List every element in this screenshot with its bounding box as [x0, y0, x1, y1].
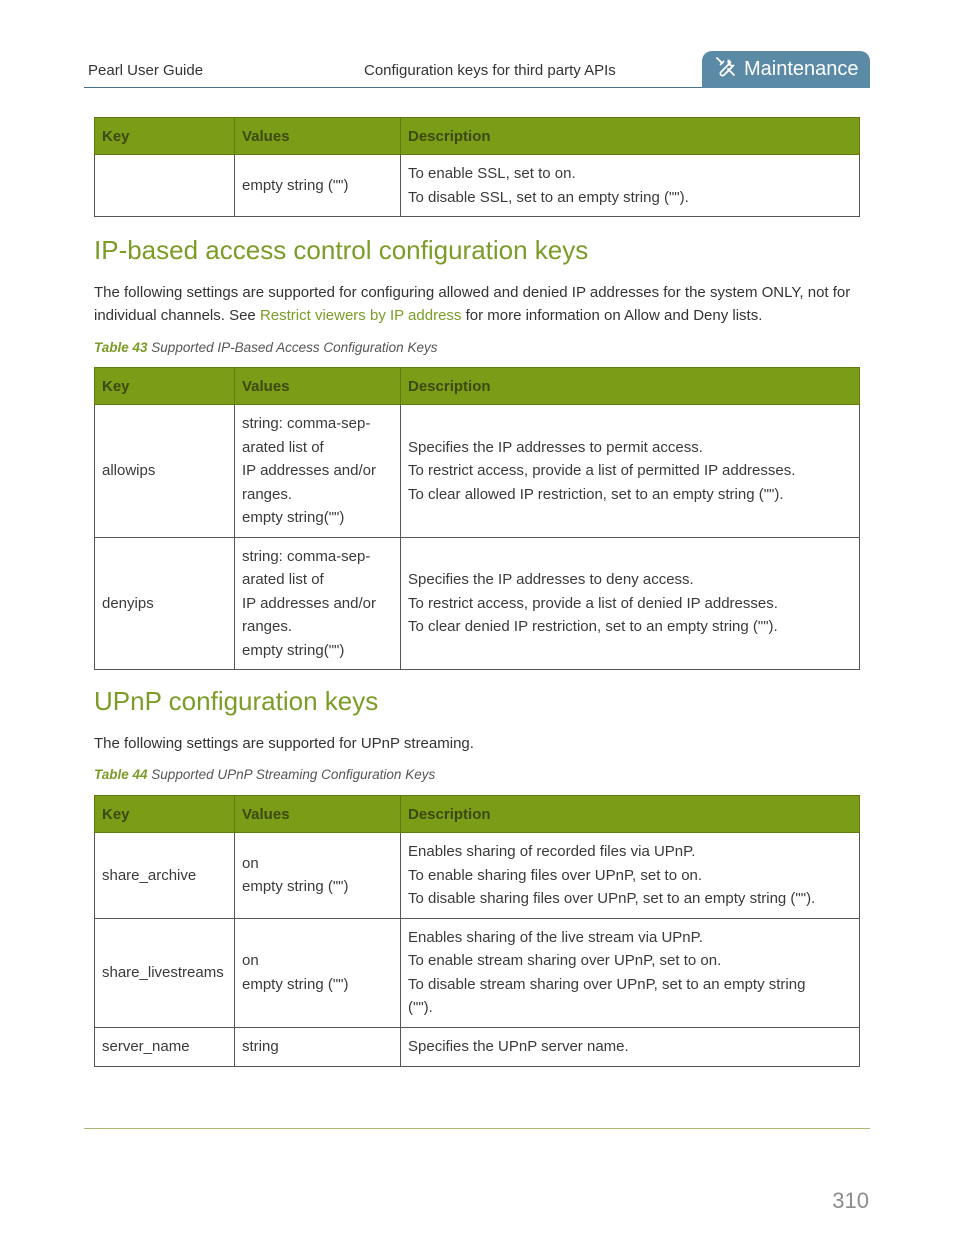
value-line: empty string ("") [242, 878, 349, 896]
value-line: arated list of [242, 571, 324, 588]
cell-values [235, 918, 401, 1027]
table-header-row [95, 368, 860, 405]
table-header-row [95, 118, 860, 155]
value-line: on [242, 854, 259, 872]
table-row [95, 537, 860, 670]
desc-line: To enable sharing files over UPnP, set to on. [408, 866, 703, 884]
cell-description [401, 405, 860, 538]
section-title: Configuration keys for third party APIs [364, 62, 616, 79]
cell-description [401, 537, 860, 670]
caption-label: Table 44 [94, 767, 148, 782]
cell-values [235, 155, 401, 217]
value-line: ranges. [242, 485, 293, 503]
cell-description [401, 833, 860, 919]
table-header-row [95, 796, 860, 833]
value-line: ranges. [242, 618, 293, 635]
cell-description [401, 155, 860, 217]
desc-line: To disable stream sharing over UPnP, set to an empty string [408, 975, 806, 993]
value-line: empty string ("") [242, 176, 349, 194]
intro-text-end: for more information on Allow and Deny lists. [461, 307, 763, 324]
header-key: Key [95, 796, 235, 833]
header-values: Values [235, 118, 401, 155]
desc-line: To disable sharing files over UPnP, set to an empty string (""). [408, 890, 816, 907]
desc-line: Enables sharing of recorded files via UPnP. [408, 843, 696, 860]
footer-divider [84, 1128, 870, 1129]
table-44-caption [94, 767, 435, 782]
cell-key: share_livestreams [95, 918, 235, 1027]
table-row [95, 1027, 860, 1066]
upnp-section-heading: UPnP configuration keys [94, 686, 379, 716]
cell-values [235, 1027, 401, 1066]
value-line: arated list of [242, 438, 324, 456]
header-description: Description [401, 118, 860, 155]
table-row [95, 918, 860, 1027]
caption-label: Table 43 [94, 340, 148, 355]
desc-line: Specifies the UPnP server name. [408, 1037, 629, 1055]
desc-line: To enable stream sharing over UPnP, set to on. [408, 952, 722, 969]
value-line: empty string("") [242, 509, 345, 526]
desc-line: To clear allowed IP restriction, set to an empty string (""). [408, 485, 784, 503]
header-description: Description [401, 796, 860, 833]
tools-icon [714, 55, 744, 85]
value-line: string: comma-sep- [242, 547, 371, 565]
desc-line: To disable SSL, set to an empty string (""). [408, 188, 689, 206]
desc-line: Specifies the IP addresses to permit access. [408, 438, 703, 456]
header-key: Key [95, 368, 235, 405]
desc-line: To clear denied IP restriction, set to an empty string (""). [408, 618, 778, 635]
page-number: 310 [832, 1188, 869, 1213]
table-43-caption [94, 340, 437, 355]
ip-access-table [94, 367, 860, 670]
ip-section-heading: IP-based access control configuration keys [94, 235, 589, 265]
desc-line: To restrict access, provide a list of denied IP addresses. [408, 594, 778, 612]
maintenance-tab-label: Maintenance [744, 58, 859, 80]
table-row [95, 155, 860, 217]
intro-text: The following settings are supported for configuring allowed and denied IP addresses for the system ONLY, not for individual channels. See [94, 284, 851, 324]
cell-description [401, 918, 860, 1027]
value-line: string: comma-sep- [242, 415, 371, 432]
ssl-table [94, 117, 860, 217]
cell-description [401, 1027, 860, 1066]
desc-line: To enable SSL, set to on. [408, 165, 576, 182]
table-row [95, 405, 860, 538]
desc-line: Enables sharing of the live stream via UPnP. [408, 928, 703, 946]
table-row [95, 833, 860, 919]
cell-values [235, 537, 401, 670]
header-description: Description [401, 368, 860, 405]
header-key: Key [95, 118, 235, 155]
cell-values [235, 833, 401, 919]
desc-line: (""). [408, 999, 433, 1016]
header-values: Values [235, 796, 401, 833]
cell-key: allowips [95, 405, 235, 538]
value-line: empty string("") [242, 641, 345, 659]
cell-key: server_name [95, 1027, 235, 1066]
value-line: on [242, 952, 259, 969]
guide-title: Pearl User Guide [88, 62, 204, 79]
restrict-viewers-link[interactable]: Restrict viewers by IP address [259, 307, 462, 324]
maintenance-tab[interactable] [702, 51, 870, 88]
value-line: IP addresses and/or [242, 462, 376, 479]
desc-line: Specifies the IP addresses to deny access. [408, 571, 694, 588]
cell-key: share_archive [95, 833, 235, 919]
cell-key [95, 155, 235, 217]
header-values: Values [235, 368, 401, 405]
cell-values [235, 405, 401, 538]
caption-text: Supported UPnP Streaming Configuration Keys [151, 767, 436, 782]
upnp-section-intro: The following settings are supported for UPnP streaming. [94, 735, 474, 752]
desc-line: To restrict access, provide a list of permitted IP addresses. [408, 462, 796, 479]
caption-text: Supported IP-Based Access Configuration Keys [151, 340, 438, 355]
value-line: IP addresses and/or [242, 594, 376, 612]
cell-key: denyips [95, 537, 235, 670]
upnp-table [94, 795, 860, 1067]
ip-section-intro [94, 281, 864, 327]
value-line: empty string ("") [242, 975, 349, 993]
value-line: string [242, 1037, 279, 1055]
